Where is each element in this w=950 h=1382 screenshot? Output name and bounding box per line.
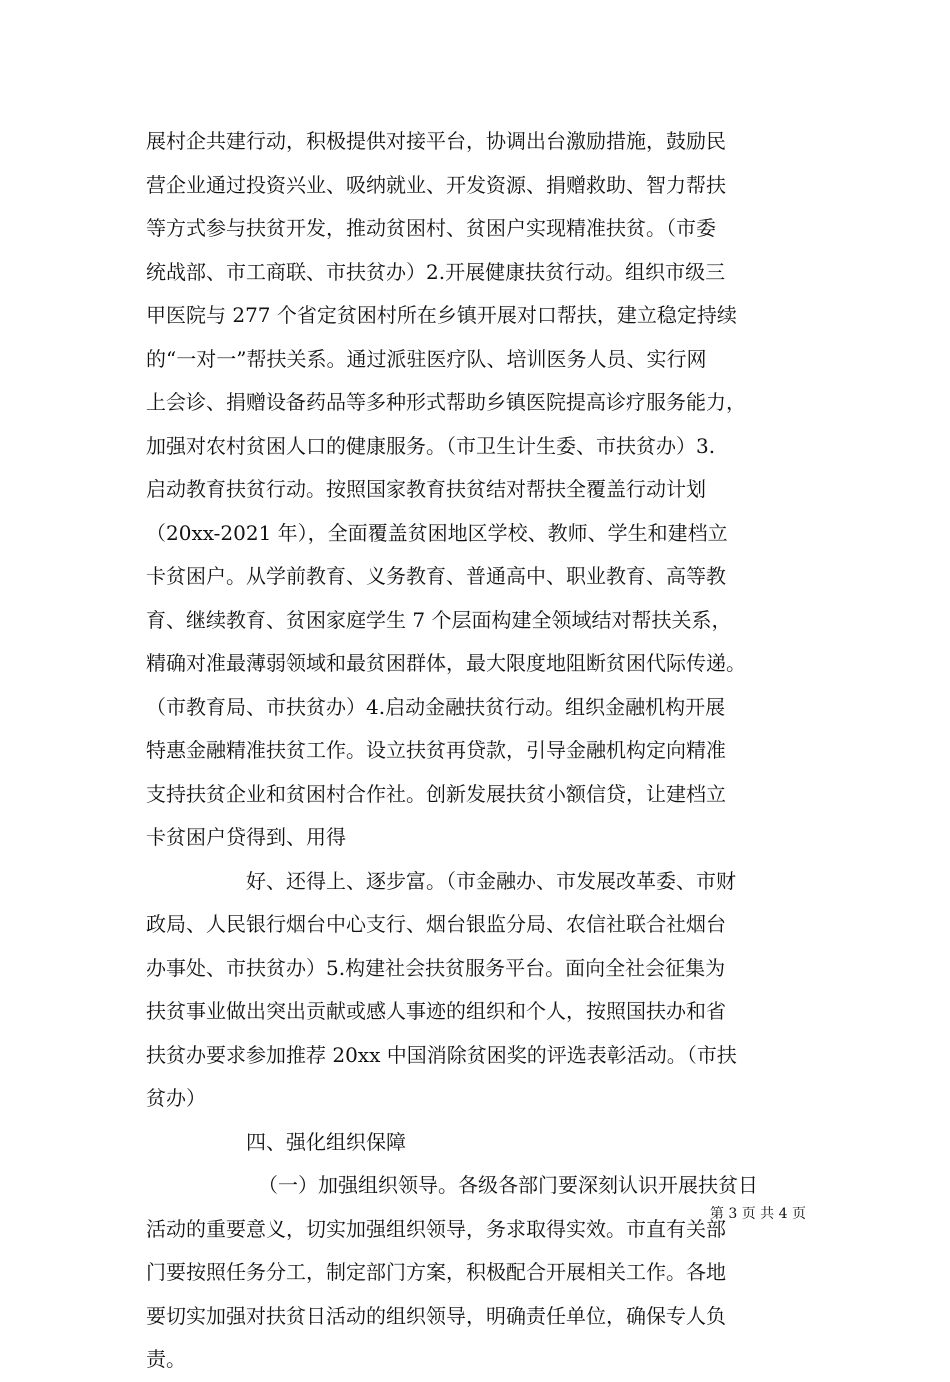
text-line: 等方式参与扶贫开发，推动贫困村、贫困户实现精准扶贫。（市委 bbox=[146, 216, 716, 240]
section-heading: 四、强化组织保障 bbox=[246, 1129, 406, 1154]
text-line: 贫办） bbox=[146, 1086, 206, 1110]
text-line: 启动教育扶贫行动。按照国家教育扶贫结对帮扶全覆盖行动计划 bbox=[146, 477, 706, 501]
text-line: 活动的重要意义，切实加强组织领导，务求取得实效。市直有关部 bbox=[146, 1216, 726, 1241]
page-number: 第 3 页 共 4 页 bbox=[709, 1206, 806, 1222]
text-line: （20xx-2021 年），全面覆盖贫困地区学校、教师、学生和建档立 bbox=[146, 520, 728, 545]
text-line: 扶贫办要求参加推荐 20xx 中国消除贫困奖的评选表彰活动。（市扶 bbox=[146, 1042, 737, 1067]
text-line: 卡贫困户贷得到、用得 bbox=[146, 825, 346, 849]
text-line: 育、继续教育、贫困家庭学生 7 个层面构建全领域结对帮扶关系， bbox=[146, 607, 732, 632]
text-line: 好、还得上、逐步富。（市金融办、市发展改革委、市财 bbox=[246, 868, 736, 893]
text-line: 门要按照任务分工，制定部门方案，积极配合开展相关工作。各地 bbox=[146, 1260, 726, 1284]
text-line: 卡贫困户。从学前教育、义务教育、普通高中、职业教育、高等教 bbox=[146, 564, 726, 588]
text-line: 责。 bbox=[146, 1347, 186, 1371]
text-line: （一）加强组织领导。各级各部门要深刻认识开展扶贫日 bbox=[258, 1173, 758, 1197]
text-line: 加强对农村贫困人口的健康服务。（市卫生计生委、市扶贫办）3. bbox=[146, 433, 716, 458]
text-line: 上会诊、捐赠设备药品等多种形式帮助乡镇医院提高诊疗服务能力， bbox=[146, 390, 746, 414]
text-line: 特惠金融精准扶贫工作。设立扶贫再贷款，引导金融机构定向精准 bbox=[146, 738, 726, 762]
text-line: 政局、人民银行烟台中心支行、烟台银监分局、农信社联合社烟台 bbox=[146, 912, 726, 936]
text-line: 支持扶贫企业和贫困村合作社。创新发展扶贫小额信贷，让建档立 bbox=[146, 781, 726, 806]
text-line: 统战部、市工商联、市扶贫办）2.开展健康扶贫行动。组织市级三 bbox=[146, 259, 726, 284]
text-line: （市教育局、市扶贫办）4.启动金融扶贫行动。组织金融机构开展 bbox=[146, 694, 726, 719]
text-line: 展村企共建行动，积极提供对接平台，协调出台激励措施，鼓励民 bbox=[146, 129, 726, 153]
text-line: 的“一对一”帮扶关系。通过派驻医疗队、培训医务人员、实行网 bbox=[146, 346, 707, 371]
text-line: 营企业通过投资兴业、吸纳就业、开发资源、捐赠救助、智力帮扶 bbox=[146, 172, 726, 197]
text-line: 精确对准最薄弱领域和最贫困群体，最大限度地阻断贫困代际传递。 bbox=[146, 651, 746, 675]
text-line: 甲医院与 277 个省定贫困村所在乡镇开展对口帮扶，建立稳定持续 bbox=[146, 303, 737, 327]
text-line: 要切实加强对扶贫日活动的组织领导，明确责任单位，确保专人负 bbox=[146, 1303, 726, 1328]
text-line: 扶贫事业做出突出贡献或感人事迹的组织和个人，按照国扶办和省 bbox=[146, 999, 726, 1023]
body-text bbox=[146, 120, 806, 1382]
text-line: 办事处、市扶贫办）5.构建社会扶贫服务平台。面向全社会征集为 bbox=[146, 955, 726, 980]
